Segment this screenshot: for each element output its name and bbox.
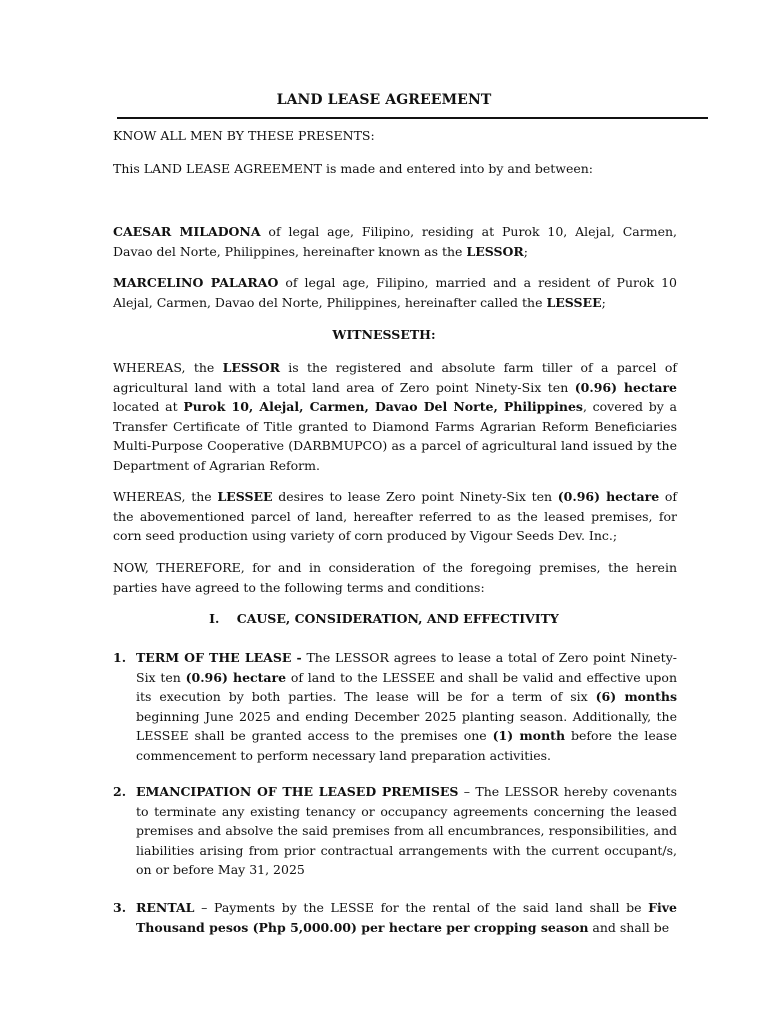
item2-head: EMANCIPATION OF THE LEASED PREMISES [136,784,459,799]
whereas1-c: is the registered and absolute farm tiller of a parcel of agricultural land with a total land area of Zero point Ninety-Six ten [113,360,678,395]
item1-d: (6) months [595,689,677,704]
list-item-term-of-lease [113,648,677,765]
lessee-end: ; [601,294,606,310]
whereas1-g: , covered by a Transfer Certificate of Title granted to Diamond Farms Agrarian Reform Beneficiaries Multi-Purpose Cooperative (DARBMUPCO) as a parcel of agricultural land issued by the Department of Agrarian Reform. [113,399,677,473]
item1-f: (1) month [492,728,566,743]
lessee-paragraph [113,273,677,312]
lessor-paragraph [113,222,677,261]
list-item-number: 1. [113,650,127,665]
item1-b: (0.96) hectare [185,669,287,685]
whereas2-b: LESSEE [217,489,273,504]
item1-a: The LESSOR agrees to lease a total of Zero point Ninety-Six ten [136,650,677,685]
document-title: LAND LEASE AGREEMENT [276,92,492,108]
list-item-text [136,782,677,880]
list-item-number: 2. [113,784,127,799]
list-item-emancipation [113,782,677,880]
whereas-lessor-paragraph [113,358,677,475]
lessor-end: ; [523,243,528,259]
whereas1-b: LESSOR [222,360,280,375]
know-all-men-line: KNOW ALL MEN BY THESE PRESENTS: [113,128,375,143]
section-1-heading: I. CAUSE, CONSIDERATION, AND EFFECTIVITY [209,611,559,626]
whereas2-a: WHEREAS, the [113,489,218,504]
item3-head: RENTAL [136,900,195,915]
item3-b: Five Thousand pesos (Php 5,000.00) per hectare per cropping season [136,900,677,935]
item1-g: before the lease commencement to perform necessary land preparation activities. [136,728,677,763]
whereas2-e: of the abovementioned parcel of land, hereafter referred to as the leased premises, for corn seed production using variety of corn produced by Vigour Seeds Dev. Inc.; [113,489,677,543]
lessor-role: LESSOR [466,243,524,259]
list-item-number: 3. [113,900,127,915]
whereas-lessee-paragraph [113,487,677,546]
now-therefore-paragraph: NOW, THEREFORE, for and in consideration of the foregoing premises, the herein parties have agreed to the following terms and conditions: [113,560,677,595]
list-item-rental [113,898,677,937]
list-item-text [136,898,677,937]
item2-a: – The LESSOR hereby covenants to terminate any existing tenancy or occupancy agreements concerning the leased premises and absolve the said premises from all encumbrances, responsibilities, and liabilities arising from prior contractual arrangements with the current occupant/s, on or before May 31, 2025 [136,784,677,877]
entered-into-line: This LAND LEASE AGREEMENT is made and entered into by and between: [113,161,594,176]
list-item-text [136,648,677,765]
title-underline [117,117,708,119]
item1-head: TERM OF THE LEASE - [136,650,302,665]
whereas2-c: desires to lease Zero point Ninety-Six ten [272,489,558,504]
whereas1-f: Purok 10, Alejal, Carmen, Davao Del Norte, Philippines [183,399,583,414]
lessor-name: CAESAR MILADONA [113,224,261,239]
lessee-name: MARCELINO PALARAO [113,275,279,290]
item1-c: of land to the LESSEE and shall be valid and effective upon its execution by both parties. The lease will be for a term of six [136,669,677,704]
item1-e: beginning June 2025 and ending December 2025 planting season. Additionally, the LESSEE shall be granted access to the premises one [136,708,677,743]
lessee-text: of legal age, Filipino, married and a resident of Purok 10 Alejal, Carmen, Davao del Norte, Philippines, hereinafter called the [113,275,677,310]
item3-c: and shall be [588,919,670,935]
lessee-role: LESSEE [546,294,602,310]
whereas2-d: (0.96) hectare [557,489,660,504]
whereas1-d: (0.96) hectare [574,379,677,395]
witnesseth-heading: WITNESSETH: [332,327,436,342]
item3-a: – Payments by the LESSE for the rental of the said land shall be [194,900,649,915]
whereas1-a: WHEREAS, the [113,360,223,375]
lessor-text: of legal age, Filipino, residing at Purok 10, Alejal, Carmen, Davao del Norte, Philippines, hereinafter known as the [113,224,677,259]
whereas1-e: located at [113,399,184,414]
